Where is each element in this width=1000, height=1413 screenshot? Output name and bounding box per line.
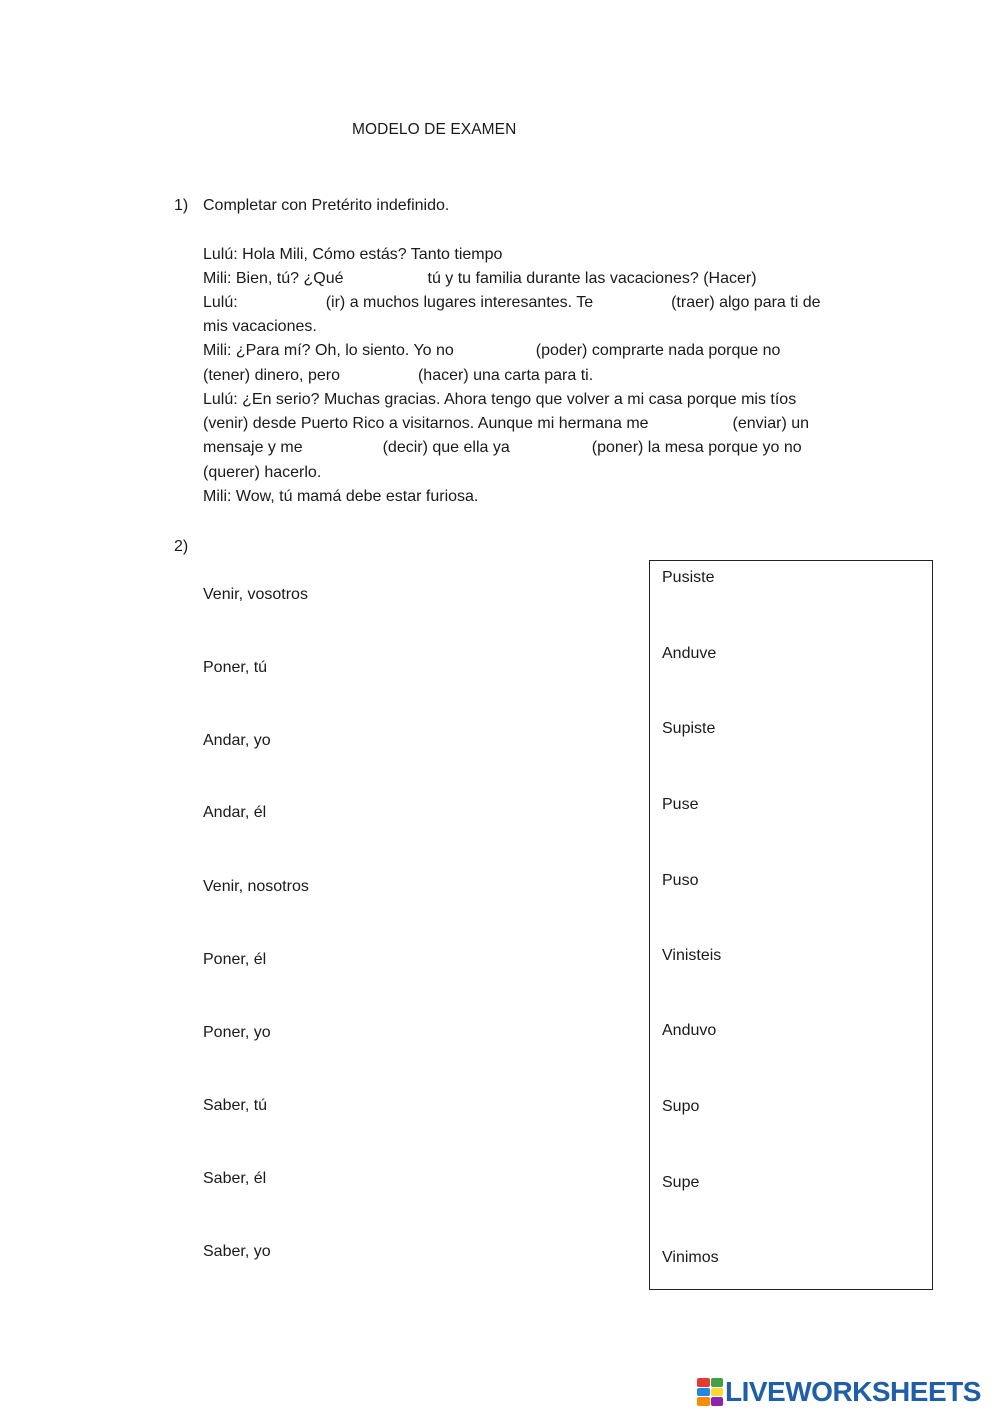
- dialogue-text: (ir) a muchos lugares interesantes. Te: [325, 294, 594, 311]
- dialogue-line: [203, 488, 478, 506]
- dialogue-text: Lulú:: [203, 294, 238, 311]
- dialogue-text: mensaje y me: [203, 439, 303, 456]
- match-right-item[interactable]: Anduvo: [662, 1022, 717, 1039]
- dialogue-text: Mili: ¿Para mí? Oh, lo siento. Yo no: [203, 342, 454, 359]
- match-right-item[interactable]: Anduve: [662, 645, 717, 662]
- dialogue-text: Lulú: ¿En serio? Muchas gracias. Ahora tengo que volver a mi casa porque mis tíos: [203, 391, 797, 408]
- logo-mark-tile: [711, 1388, 724, 1397]
- logo-mark-tile: [697, 1388, 710, 1397]
- dialogue-text: tú y tu familia durante las vacaciones? (Hacer): [427, 270, 757, 287]
- match-left-item[interactable]: Venir, vosotros: [203, 586, 308, 603]
- dialogue-text: (traer) algo para ti de: [671, 294, 821, 311]
- logo-mark-tile: [711, 1378, 724, 1387]
- dialogue-text: (tener) dinero, pero: [203, 367, 340, 384]
- dialogue-line: [203, 464, 321, 482]
- match-left-item[interactable]: Poner, yo: [203, 1024, 271, 1041]
- match-left-item[interactable]: Andar, yo: [203, 732, 271, 749]
- question-1-instruction: Completar con Pretérito indefinido.: [203, 197, 450, 214]
- answer-box: [649, 560, 933, 1290]
- match-left-item[interactable]: Saber, tú: [203, 1097, 268, 1114]
- question-1-number: 1): [174, 197, 189, 214]
- dialogue-text: (poner) la mesa porque yo no: [591, 439, 802, 456]
- liveworksheets-logo: [697, 1377, 981, 1407]
- dialogue-text: (decir) que ella ya: [382, 439, 510, 456]
- match-left-item[interactable]: Venir, nosotros: [203, 878, 309, 895]
- dialogue-text: mis vacaciones.: [203, 318, 317, 335]
- dialogue-text: (venir) desde Puerto Rico a visitarnos. Aunque mi hermana me: [203, 415, 649, 432]
- dialogue-text: (hacer) una carta para ti.: [417, 367, 594, 384]
- match-right-item[interactable]: Supiste: [662, 720, 716, 737]
- logo-mark-tile: [697, 1397, 710, 1406]
- dialogue-text: (enviar) un: [732, 415, 810, 432]
- dialogue-line: [203, 294, 821, 312]
- dialogue-line: [203, 246, 502, 264]
- dialogue-text: Lulú: Hola Mili, Cómo estás? Tanto tiempo: [203, 246, 503, 263]
- question-2-number: 2): [174, 538, 189, 555]
- match-left-item[interactable]: Saber, yo: [203, 1243, 271, 1260]
- match-right-item[interactable]: Supe: [662, 1174, 700, 1191]
- liveworksheets-logo-icon: [697, 1378, 723, 1406]
- dialogue-line: [203, 415, 809, 433]
- match-left-item[interactable]: Poner, tú: [203, 659, 268, 676]
- match-right-item[interactable]: Puso: [662, 872, 699, 889]
- match-right-item[interactable]: Vinisteis: [662, 947, 722, 964]
- dialogue-text: Mili: Bien, tú? ¿Qué: [203, 270, 344, 287]
- dialogue-line: [203, 318, 317, 336]
- dialogue-line: [203, 439, 802, 457]
- dialogue-text: (poder) comprarte nada porque no: [535, 342, 781, 359]
- dialogue-line: [203, 342, 780, 360]
- logo-mark-tile: [697, 1378, 710, 1387]
- page-title: MODELO DE EXAMEN: [352, 121, 517, 138]
- match-right-item[interactable]: Vinimos: [662, 1249, 719, 1266]
- dialogue-text: Mili: Wow, tú mamá debe estar furiosa.: [203, 488, 479, 505]
- dialogue-text: (querer) hacerlo.: [203, 464, 322, 481]
- match-right-item[interactable]: Supo: [662, 1098, 700, 1115]
- dialogue-line: [203, 270, 757, 288]
- match-left-item[interactable]: Saber, él: [203, 1170, 267, 1187]
- dialogue-line: [203, 391, 796, 409]
- match-right-item[interactable]: Puse: [662, 796, 699, 813]
- logo-text: LIVEWORKSHEETS: [725, 1376, 981, 1407]
- match-left-item[interactable]: Andar, él: [203, 804, 267, 821]
- match-left-item[interactable]: Poner, él: [203, 951, 267, 968]
- dialogue-line: [203, 367, 593, 385]
- logo-mark-tile: [711, 1397, 724, 1406]
- match-right-item[interactable]: Pusiste: [662, 569, 715, 586]
